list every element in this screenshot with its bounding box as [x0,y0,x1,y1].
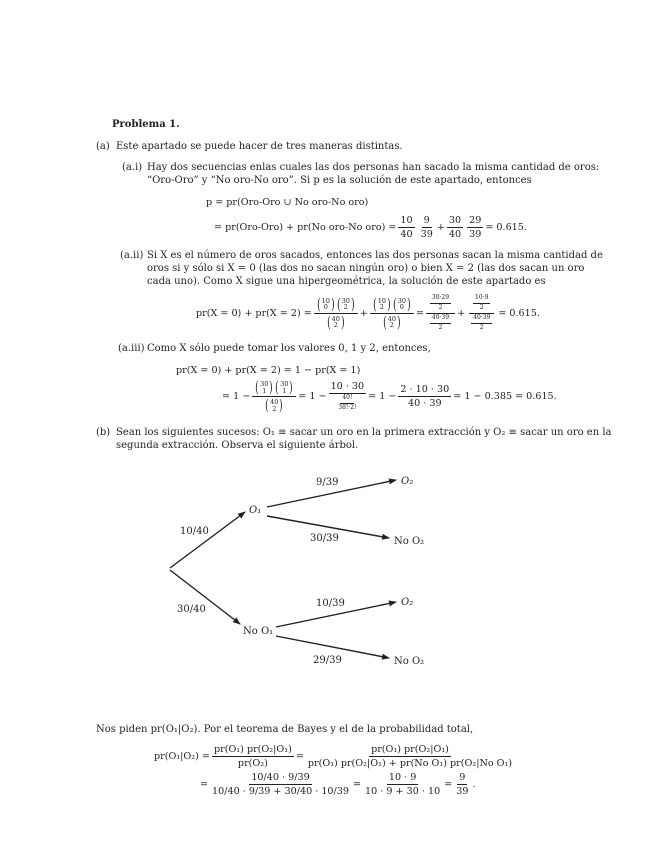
denominator: 39 [469,229,482,241]
denominator: 40 [400,229,413,241]
numerator: 10 [398,215,414,228]
node-no-o1: No O₁ [243,626,274,637]
numerator: 10·9 [473,295,490,304]
part-aii-line3: cada uno). Como X sigue una hipergeométrica, la solución de este apartado es [147,276,546,287]
part-aii-eq: pr(X = 0) + pr(X = 2) = ( 10 0 ) ( 30 2 ) ( 40 2 ) + ( 10 2 ) ( 30 0 ) ( 40 2 ) = $\frac{\frac{30\cdot 29}{2}}{\frac{40\cdot 39}{2}}$ + $\frac{\frac{10\cdot 9}{2}}{\frac{40\cdot 39}{2}}$ = 0.615. [196,294,540,331]
binom-top: 40 [331,315,340,324]
numerator: 9 [457,772,467,785]
denominator: 39 [456,786,469,798]
part-aiii-eq1: pr(X = 0) + pr(X = 2) = 1 − pr(X = 1) [176,365,361,376]
numerator: 9 [422,215,432,228]
plus-sign: + [436,222,445,234]
result: = 1 − 0.385 = 0.615. [453,391,557,403]
binom-top: 10 [377,297,386,306]
binom-bottom: 0 [323,303,328,312]
edge-label-root-no-o1: 30/40 [177,604,206,615]
denominator: 40 [448,229,462,241]
fraction [454,772,470,797]
part-aiii-label: (a.iii) [118,343,145,354]
edge-label-root-o1: 10/40 [180,526,209,537]
binom-top: 30 [397,297,406,306]
binomial: ( 30 1 ) [275,378,294,396]
eq-text: pr(X = 0) + pr(X = 2) = [196,307,312,319]
part-ai-eq1: p = pr(Oro-Oro ∪ No oro-No oro) [206,197,369,208]
part-a-label: (a) [96,141,110,152]
result: = 0.615. [498,307,540,319]
denominator: 10 · 9 + 30 · 10 [365,786,441,798]
numerator: pr(O₁) pr(O₂|O₁) [212,744,294,757]
numerator: 10/40 · 9/39 [249,772,311,785]
leaf-no-o2-upper: No O₂ [394,536,425,547]
fraction [306,744,514,769]
equals-sign: = [352,779,362,791]
leaf-o2-lower: O₂ [401,597,414,608]
binom-top: 30 [341,297,350,306]
part-b-line1: Sean los siguientes sucesos: O₁ ≡ sacar un oro en la primera extracción y O₂ ≡ sacar un oro en la [116,427,612,438]
equals-sign: = [200,779,209,791]
part-a-intro: Este apartado se puede hacer de tres maneras distintas. [116,141,403,152]
edge-label-no-o1-o2: 10/39 [316,598,345,609]
bayes-eq2 [200,772,476,797]
eq-text: = 1 − [298,391,327,403]
bayes-lhs: pr(O₁|O₂) = [154,751,210,763]
part-aii-label: (a.ii) [120,250,144,261]
leaf-no-o2-lower: No O₂ [394,656,425,667]
equals-sign: = [444,779,453,791]
binomial: ( 30 0 ) [393,294,411,313]
denominator: pr(O₂) [237,758,268,770]
numerator: 40! [340,395,354,404]
denominator: 2 [438,323,443,331]
fraction [363,772,442,797]
denominator: 10/40 · 9/39 + 30/40 · 10/39 [212,786,349,798]
numerator: 29 [467,215,483,228]
binom-bottom: 1 [262,386,267,395]
fraction [212,744,294,769]
binom-top: 30 [280,380,289,389]
part-ai-line2: “Oro-Oro” y “No oro-No oro”. Si p es la solución de este apartado, entonces [147,175,532,186]
binom-top: 40 [270,398,279,407]
leaf-o2-upper: O₂ [401,476,414,487]
denominator: 2 [479,323,484,331]
part-ai-label: (a.i) [122,162,143,173]
denominator: 40 · 39 [408,398,442,410]
edge-root-no-o1 [170,570,240,624]
node-o1: O₁ [249,505,262,516]
numerator: 30·29 [430,295,451,304]
eq-text: = 1 − [368,391,397,403]
part-b-line2: segunda extracción. Observa el siguiente árbol. [116,440,359,451]
eq-text: = 1 − [222,391,251,403]
binom-bottom: 0 [399,303,404,312]
numerator: 40·39 [471,315,492,324]
part-aii-line1: Si X es el número de oros sacados, entonces las dos personas sacan la misma cantidad de [147,250,603,261]
edge-label-o1-o2: 9/39 [316,477,339,488]
denominator: 2 [479,303,484,311]
denominator: 2 [438,303,443,311]
binom-bottom: 1 [282,386,287,395]
binom-bottom: 2 [379,303,384,312]
period: . [472,779,476,791]
numerator: 30 [447,215,463,228]
binom-bottom: 2 [343,303,348,312]
binom-bottom: 2 [389,321,394,330]
numerator: 2 · 10 · 30 [398,384,451,397]
binom-top: 40 [387,315,396,324]
equals-sign: = [295,751,304,763]
binomial: ( 30 1 ) [255,378,274,396]
edge-label-o1-no-o2: 30/39 [310,533,339,544]
bayes-eq1 [154,744,516,769]
binomial: ( 40 2 ) [265,396,284,415]
binom-bottom: 2 [333,321,338,330]
numerator: 40·39 [430,315,451,324]
numerator: 10 · 30 [329,381,367,394]
binomial: ( 10 2 ) [373,294,391,313]
edge-root-o1 [170,512,245,568]
binomial: ( 40 2 ) [326,312,345,331]
denominator: 38!·2! [338,404,357,412]
binomial: ( 10 0 ) [316,294,335,313]
binom-top: 10 [321,297,330,306]
numerator: pr(O₁) pr(O₂|O₁) [369,744,451,757]
numerator: 10 · 9 [387,772,418,785]
edge-label-no-o1-no-o2: 29/39 [313,655,342,666]
result: = 0.615. [485,222,527,234]
part-ai-line1: Hay dos secuencias enlas cuales las dos personas han sacado la misma cantidad de oros: [147,162,600,173]
binom-top: 30 [260,380,269,389]
binomial: ( 30 2 ) [336,294,355,313]
denominator: 39 [420,229,433,241]
denominator: pr(O₁) pr(O₂|O₁) + pr(No O₁) pr(O₂|No O₁) [307,758,513,770]
problem-title: Problema 1. [112,119,180,130]
binom-bottom: 2 [272,404,277,413]
part-aii-line2: oros si y sólo si X = 0 (las dos no sacan ningún oro) o bien X = 2 (las dos sacan un oro [147,263,585,274]
binomial: ( 40 2 ) [383,312,401,331]
eq-text: = pr(Oro-Oro) + pr(No oro-No oro) = [214,222,397,234]
fraction [210,772,351,797]
part-aiii-line1: Como X sólo puede tomar los valores 0, 1 y 2, entonces, [147,343,431,354]
bayes-intro: Nos piden pr(O₁|O₂). Por el teorema de Bayes y el de la probabilidad total, [96,724,474,735]
part-b-label: (b) [96,427,111,438]
